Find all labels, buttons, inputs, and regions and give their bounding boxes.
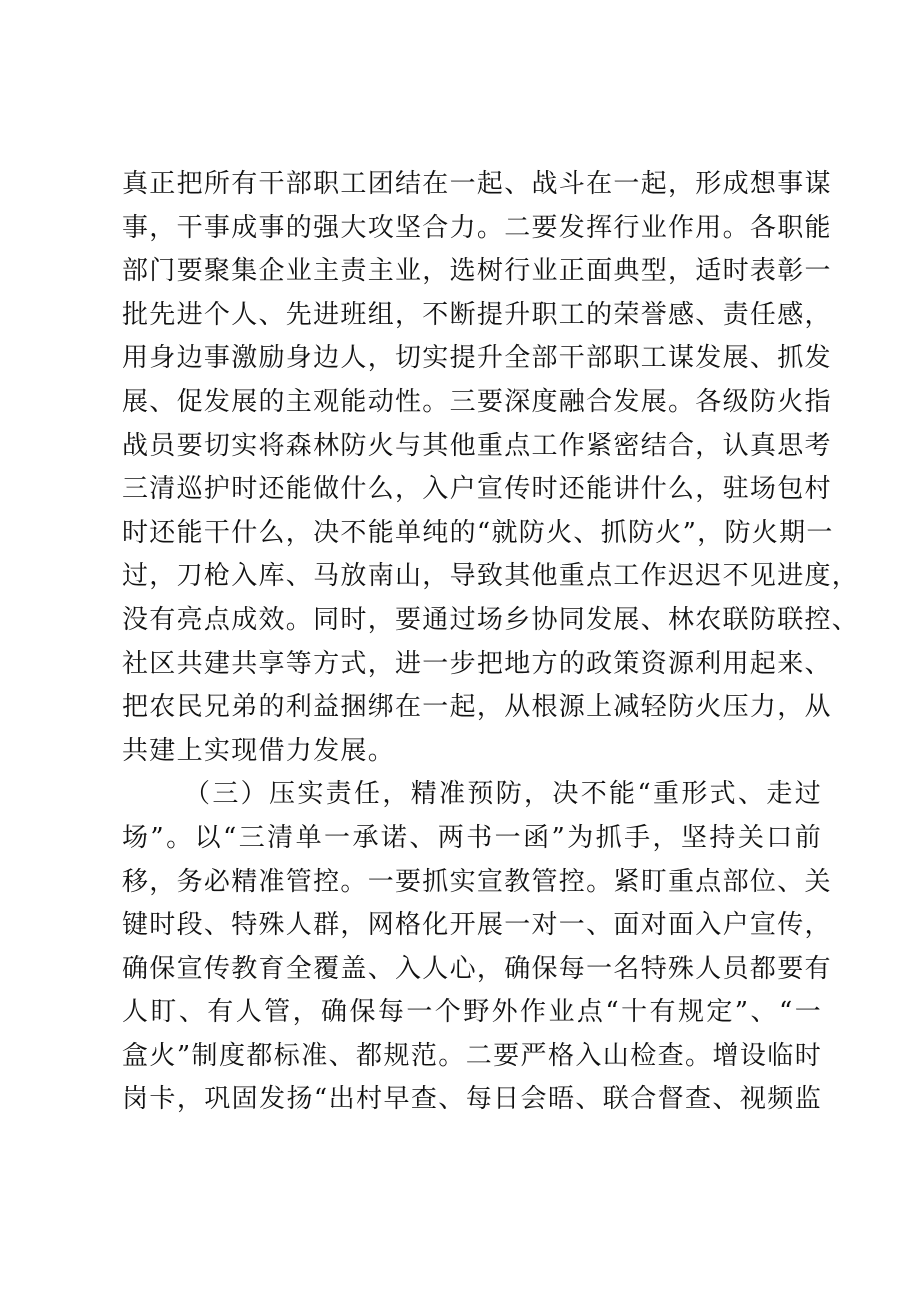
text-line: 共建上实现借力发展。 [122, 735, 396, 766]
text-line: 把农民兄弟的利益捆绑在一起，从根源上减轻防火压力，从 [122, 692, 832, 723]
body-text [122, 163, 860, 1122]
section-heading-line: （三）压实责任，精准预防，决不能“重形式、走过 [184, 779, 822, 810]
text-line: 盒火”制度都标准、都规范。二要严格入山检查。增设临时 [122, 1040, 822, 1071]
text-line: 岗卡，巩固发扬“出村早查、每日会晤、联合督查、视频监 [122, 1084, 822, 1115]
text-line: 移，务必精准管控。一要抓实宣教管控。紧盯重点部位、关 [122, 866, 832, 897]
text-line: 用身边事激励身边人，切实提升全部干部职工谋发展、抓发 [122, 343, 832, 374]
text-line: 批先进个人、先进班组，不断提升职工的荣誉感、责任感， [122, 299, 832, 330]
text-line: 场”。以“三清单一承诺、两书一函”为抓手，坚持关口前 [122, 822, 822, 853]
text-line: 展、促发展的主观能动性。三要深度融合发展。各级防火指 [122, 386, 832, 417]
text-line: 没有亮点成效。同时，要通过场乡协同发展、林农联防联控、 [122, 604, 860, 635]
text-line: 过，刀枪入库、马放南山，导致其他重点工作迟迟不见进度， [122, 561, 860, 592]
text-line: 确保宣传教育全覆盖、入人心，确保每一名特殊人员都要有 [122, 953, 832, 984]
text-line: 部门要聚集企业主责主业，选树行业正面典型，适时表彰一 [122, 256, 832, 287]
text-line: 真正把所有干部职工团结在一起、战斗在一起，形成想事谋 [122, 169, 832, 199]
text-line: 人盯、有人管，确保每一个野外作业点“十有规定”、“一 [122, 997, 822, 1028]
text-line: 事，干事成事的强大攻坚合力。二要发挥行业作用。各职能 [122, 212, 832, 243]
text-line: 三清巡护时还能做什么，入户宣传时还能讲什么，驻场包村 [122, 474, 832, 505]
text-line: 时还能干什么，决不能单纯的“就防火、抓防火”，防火期一 [122, 517, 834, 548]
text-line: 战员要切实将森林防火与其他重点工作紧密结合，认真思考 [122, 430, 832, 461]
text-line: 社区共建共享等方式，进一步把地方的政策资源利用起来、 [122, 648, 832, 679]
text-line: 键时段、特殊人群，网格化开展一对一、面对面入户宣传， [122, 910, 832, 941]
